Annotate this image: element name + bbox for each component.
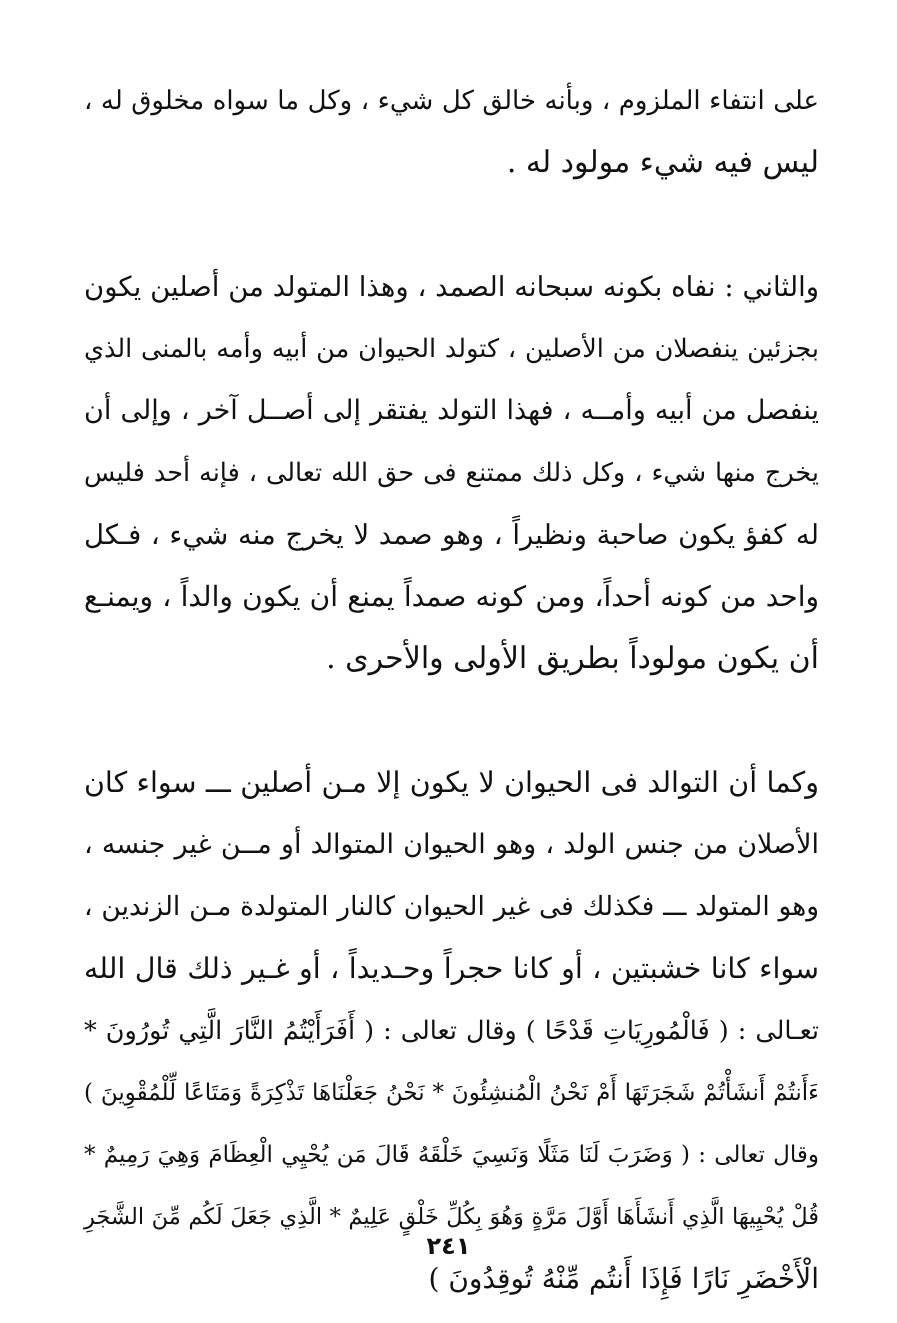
quran-verse-line: الْأَخْضَرِ نَارًا فَإِذَا أَنتُم مِّنْهُ تُوقِدُونَ ) [428, 1262, 819, 1295]
paragraph-3 [84, 752, 819, 1310]
text-line: ينفصل من أبيه وأمــه ، فهذا التولد يفتقر إلى أصــل آخر ، وإلى أن [84, 395, 819, 426]
text-line: له كفؤ يكون صاحبة ونظيراً ، وهو صمد لا يخرج منه شيء ، فـكل [84, 519, 819, 551]
text-line: واحد من كونه أحداً، ومن كونه صمداً يمنع أن يكون والداً ، ويمنـع [84, 580, 819, 613]
text-line: يخرج منها شيء ، وكل ذلك ممتنع فى حق الله تعالى ، فإنه أحد فليس [84, 458, 819, 488]
text-line: ليس فيه شيء مولود له . [506, 145, 819, 180]
quran-verse-line: تعـالى : ( فَالْمُورِيَاتِ قَدْحًا ) وقال تعالى : ( أَفَرَأَيْتُمُ النَّارَ الَّتِي تُورُونَ * [84, 1016, 819, 1046]
paragraph-gap [84, 194, 819, 256]
text-line: أن يكون مولوداً بطريق الأولى والأحرى . [326, 641, 819, 676]
quran-verse-line: قُلْ يُحْيِيهَا الَّذِي أَنشَأَهَا أَوَّلَ مَرَّةٍ وَهُوَ بِكُلِّ خَلْقٍ عَلِيمٌ * الَّذِي جَعَلَ لَكُم مِّنَ الشَّجَرِ [84, 1204, 819, 1230]
main-text [84, 70, 819, 1310]
page-number: ٢٤١ [426, 1232, 471, 1260]
text-line: سواء كانا خشبتين ، أو كانا حجراً وحـديداً ، أو غـير ذلك قال الله [84, 952, 819, 985]
text-line: على انتفاء الملزوم ، وبأنه خالق كل شيء ، وكل ما سواه مخلوق له ، [84, 86, 819, 116]
text-line: وكما أن التوالد فى الحيوان لا يكون إلا مـن أصلين ـــ سواء كان [84, 766, 819, 799]
text-line: والثاني : نفاه بكونه سبحانه الصمد ، وهذا المتولد من أصلين يكون [84, 271, 819, 303]
paragraph-1 [84, 70, 819, 194]
quran-verse-line: وقال تعالى : ( وَضَرَبَ لَنَا مَثَلًا وَنَسِيَ خَلْقَهُ قَالَ مَن يُحْيِي الْعِظَامَ وَهِيَ رَمِيمٌ * [84, 1142, 819, 1168]
paragraph-gap [84, 690, 819, 752]
text-line: الأصلان من جنس الولد ، وهو الحيوان المتوالد أو مــن غير جنسه ، [84, 829, 819, 860]
text-line: وهو المتولد ـــ فكذلك فى غير الحيوان كالنار المتولدة مـن الزندين ، [84, 891, 819, 922]
quran-verse-line: ءَأَنتُمْ أَنشَأْتُمْ شَجَرَتَهَا أَمْ نَحْنُ الْمُنشِئُونَ * نَحْنُ جَعَلْنَاهَا تَذْكِرَةً وَمَتَاعًا لِّلْمُقْوِينَ ) [84, 1080, 819, 1106]
paragraph-2 [84, 256, 819, 690]
text-line: بجزئين ينفصلان من الأصلين ، كتولد الحيوان من أبيه وأمه بالمنى الذي [84, 334, 819, 364]
